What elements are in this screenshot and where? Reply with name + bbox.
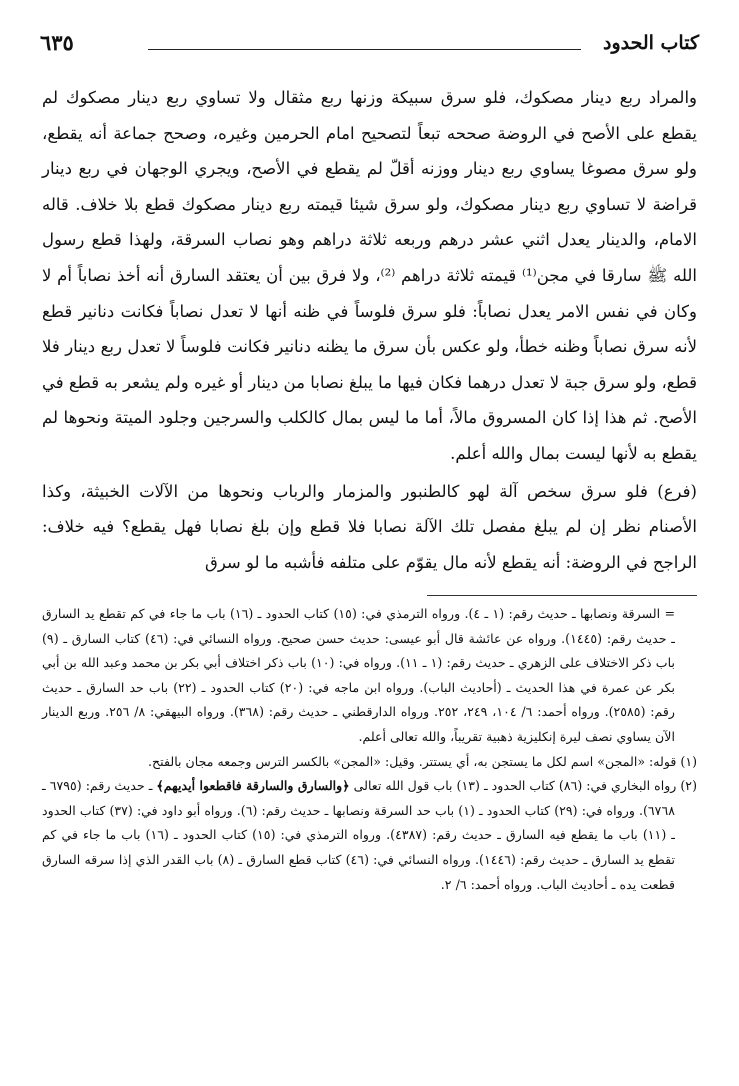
main-paragraph-branch: (فرع) فلو سرق سخص آلة لهو كالطنبور والمزمار والرباب ونحوها من الآلات الخبيثة، وكذا الأصنام نظر إن لم يبلغ مفصل تلك الآلة نصابا فلا قطع وإن بلغ نصابا فهل يقطع؟ فيه خلاف: الراجح في الروضة: أنه يقطع لأنه مال يقوّم على متلفه فأشبه ما لو سرق [42, 481, 697, 572]
footnotes [42, 602, 697, 897]
footnote-2-quran-quote: ﴿والسارق والسارقة فاقطعوا أيديهم﴾ [156, 778, 350, 794]
header-rule [148, 49, 581, 50]
main-text [42, 80, 697, 580]
footnote-1: (١) قوله: «المجن» اسم لكل ما يستجن به، أي يستتر. وقيل: «المجن» بالكسر الترس وجمعه مجان بالفتح. [148, 753, 697, 769]
main-paragraph: والمراد ربع دينار مصكوك، فلو سرق سبيكة وزنها ربع مثقال ولا تساوي ربع دينار مصكوك لم يقطع على الأصح في الروضة صححه تبعاً لتصحيح امام الحرمين وغيره، وصحح جماعة أنه يقطع، ولو سرق مصوغا يساوي ربع دينار ووزنه أقلّ لم يقطع في الأصح، ويجري الوجهان في ربع دينار قراضة لا تساوي ربع دينار مصكوك، ولو سرق شيئا قيمته ربع دينار مصكوك قطع بلا خلاف. قاله الامام، والدينار يعدل اثني عشر درهم وربعه ثلاثة دراهم وهو نصاب السرقة، ولهذا قطع رسول الله ﷺ سارقا في مجن⁽¹⁾ قيمته ثلاثة دراهم ⁽²⁾، ولا فرق بين أن يعتقد السارق أنه أخذ نصاباً أم لا وكان في نفس الامر يعدل نصاباً: فلو سرق فلوساً في ظنه أنها لا تعدل نصاباً فكانت دنانير قطع لأنه سرق نصاباً وظنه خطأ، ولو عكس بأن سرق ما يظنه دنانير فكانت فلوساً لا تعدل ربع دينار فلا قطع، ولو سرق جبة لا تعدل درهما فكان فيها ما يبلغ نصابا من دينار أو غيره ولم يشعر به قطع في الأصح. ثم هذا إذا كان المسروق مالاً، أما ما ليس بمال كالكلب والسرجين وجلود الميتة ونحوها لم يقطع به لأنها ليست بمال والله أعلم. [42, 88, 697, 463]
footnote-separator [427, 595, 697, 596]
footnote-2-lead: (٢) رواه البخاري في: (٨٦) كتاب الحدود ـ (١٣) باب قول الله تعالى [349, 778, 697, 794]
footnote-continuation: = السرقة ونصابها ـ حديث رقم: (١ ـ ٤). ورواه الترمذي في: (١٥) كتاب الحدود ـ (١٦) باب ما جاء في كم تقطع يد السارق ـ حديث رقم: (١٤٤٥). ورواه عن عائشة قال أبو عيسى: حديث حسن صحيح. ورواه النسائي في: (٤٦) كتاب السارق ـ (٩) باب ذكر الاختلاف على الزهري ـ حديث رقم: (١ ـ ١١). ورواه في: (١٠) باب ذكر اختلاف أبي بكر بن محمد وعبد الله بن أبي بكر عن عمرة في هذا الحديث ـ (أحاديث الباب). ورواه ابن ماجه في: (٢٠) كتاب الحدود ـ (٢٢) باب حد السارق ـ حديث رقم: (٢٥٨٥). ورواه أحمد: ٦/ ١٠٤، ٢٤٩، ٢٥٢. ورواه الدارقطني ـ حديث رقم: (٣٦٨). ورواه البيهقي: ٨/ ٢٥٦. وربع الدينار الآن يساوي نصف ليرة إنكليزية ذهبية تقريباً، والله تعالى أعلم. [42, 606, 676, 744]
footnote-2 [42, 774, 697, 897]
page-number: ٦٣٥ [40, 30, 74, 55]
footnote-2-rest: ـ حديث رقم: (٦٧٩٥ ـ ٦٧٦٨). ورواه في: (٢٩) كتاب الحدود ـ (١) باب حد السرقة ونصابها ـ حديث رقم: (٦). ورواه أبو داود في: (٣٧) كتاب الحدود ـ (١١) باب ما يقطع فيه السارق ـ حديث رقم: (٤٣٨٧). ورواه الترمذي في: (١٥) كتاب الحدود ـ (١٦) باب ما جاء في كم تقطع يد السارق ـ حديث رقم: (١٤٤٦). ورواه النسائي في: (٤٦) كتاب قطع السارق ـ (٨) باب القدر الذي إذا سرقه السارق قطعت يده ـ أحاديث الباب. ورواه أحمد: ٦/ ٢. [42, 778, 675, 892]
page-header [40, 30, 699, 64]
running-title: كتاب الحدود [602, 32, 699, 54]
